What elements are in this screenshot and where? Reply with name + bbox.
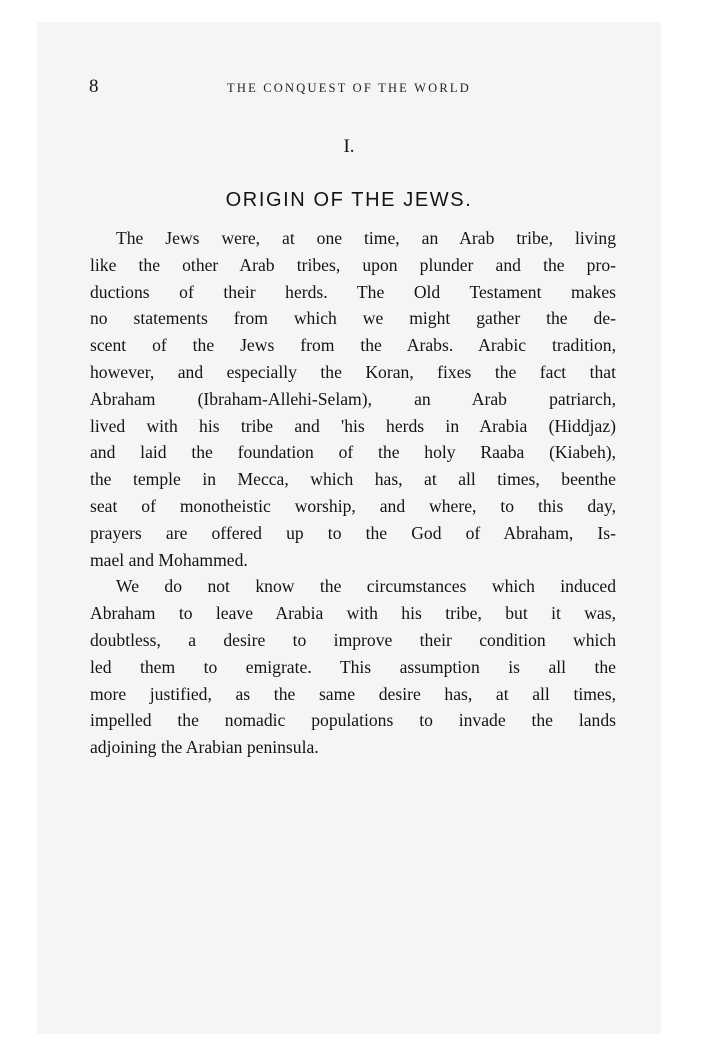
chapter-title: ORIGIN OF THE JEWS. — [225, 189, 473, 211]
text-line: scent of the Jews from the Arabs. Arabic tradition, — [90, 335, 616, 356]
text-line: prayers are offered up to the God of Abraham, Is- — [90, 522, 616, 543]
text-line: however, and especially the Koran, fixes the fact that — [90, 361, 616, 382]
text-line: ductions of their herds. The Old Testament makes — [90, 281, 616, 302]
text-line: no statements from which we might gather the de- — [90, 308, 616, 329]
text-line: mael and Mohammed. — [90, 549, 248, 570]
body-text — [90, 225, 616, 761]
text-line: doubtless, a desire to improve their condition which — [90, 629, 616, 650]
text-line: like the other Arab tribes, upon plunder and the pro- — [90, 254, 616, 275]
paragraph-2 — [90, 573, 616, 761]
text-line: and laid the foundation of the holy Raaba (Kiabeh), — [90, 442, 616, 463]
text-line: lived with his tribe and 'his herds in Arabia (Hiddjaz) — [90, 415, 616, 436]
text-line: We do not know the circumstances which induced — [116, 576, 616, 597]
text-line: adjoining the Arabian peninsula. — [90, 737, 319, 758]
text-line: impelled the nomadic populations to invade the lands — [90, 710, 616, 731]
chapter-numeral: I. — [343, 136, 355, 157]
text-line: led them to emigrate. This assumption is all the — [90, 656, 616, 677]
paragraph-1 — [90, 225, 616, 573]
text-line: Abraham (Ibraham-Allehi-Selam), an Arab patriarch, — [90, 388, 616, 409]
book-page — [37, 22, 661, 1034]
text-line: the temple in Mecca, which has, at all times, beenthe — [90, 469, 616, 490]
text-line: seat of monotheistic worship, and where, to this day, — [90, 495, 616, 516]
text-line: more justified, as the same desire has, at all times, — [90, 683, 616, 704]
page-number: 8 — [89, 76, 99, 97]
text-line: Abraham to leave Arabia with his tribe, but it was, — [90, 603, 616, 624]
running-header: THE CONQUEST OF THE WORLD — [227, 81, 471, 95]
text-line: The Jews were, at one time, an Arab tribe, living — [116, 228, 616, 248]
